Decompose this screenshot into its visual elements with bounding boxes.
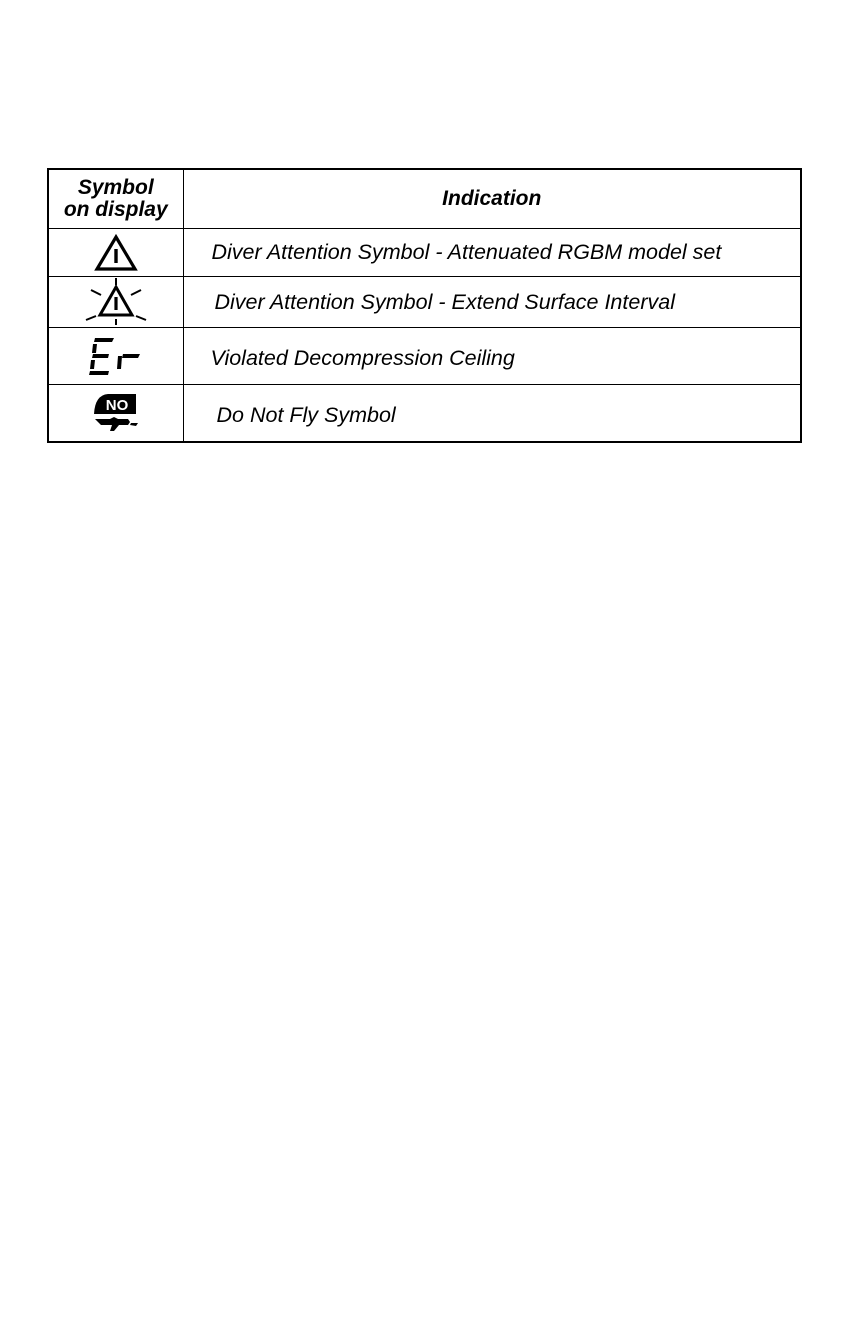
flashing-warning-triangle-icon	[81, 278, 151, 326]
table-row	[48, 385, 801, 443]
er-segment-display-icon	[89, 336, 143, 376]
header-symbol-on-display	[48, 169, 183, 229]
header-symbol-line1: Symbol	[77, 176, 154, 199]
indication-text: Diver Attention Symbol - Extend Surface Interval	[183, 277, 801, 328]
symbol-cell	[48, 229, 183, 277]
table-row	[48, 328, 801, 385]
symbol-indication-table	[47, 168, 802, 443]
warning-triangle-icon	[94, 234, 138, 272]
no-fly-airplane-icon	[92, 392, 140, 434]
no-fly-label: NO	[105, 397, 128, 414]
symbol-cell	[48, 385, 183, 443]
indication-text: Do Not Fly Symbol	[183, 385, 801, 443]
symbol-cell	[48, 328, 183, 385]
indication-text: Diver Attention Symbol - Attenuated RGBM model set	[183, 229, 801, 277]
table-header-row	[48, 169, 801, 229]
table-row	[48, 277, 801, 328]
symbol-cell	[48, 277, 183, 328]
table-row	[48, 229, 801, 277]
indication-text: Violated Decompression Ceiling	[183, 328, 801, 385]
header-indication: Indication	[183, 169, 801, 229]
header-symbol-line2: on display	[63, 198, 168, 221]
